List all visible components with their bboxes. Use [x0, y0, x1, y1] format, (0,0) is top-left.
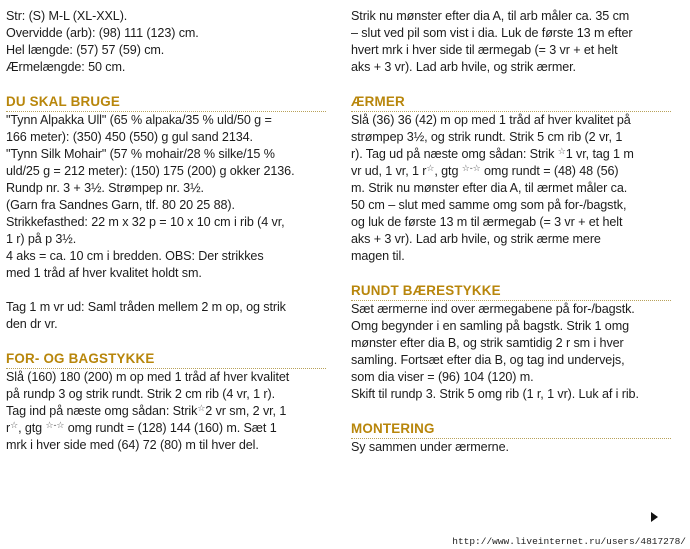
- text-line: vr ud, 1 vr, 1 r☆, gtg ☆-☆ omg rundt = (48) 48 (56): [351, 163, 619, 178]
- section-heading-rundt-baerestykke: RUNDT BÆRESTYKKE: [351, 283, 501, 298]
- text-line: Strik nu mønster efter dia A, til arb måler ca. 35 cm: [351, 9, 630, 23]
- section-heading-aermer: ÆRMER: [351, 94, 405, 109]
- text-line: på rundp 3 og strik rundt. Strik 2 cm rib (4 vr, 1 r).: [6, 387, 275, 401]
- star-dash-symbol-icon: ☆-☆: [45, 420, 65, 430]
- text-line: Slå (36) 36 (42) m op med 1 tråd af hver kvalitet på: [351, 113, 631, 127]
- star-symbol-icon: ☆: [557, 146, 566, 156]
- text-line: Tag ind på næste omg sådan: Strik☆2 vr sm, 2 vr, 1: [6, 403, 287, 418]
- text-line: Strikkefasthed: 22 m x 32 p = 10 x 10 cm i rib (4 vr,: [6, 215, 285, 229]
- chest-width-line: Overvidde (arb): (98) 111 (123) cm.: [6, 26, 199, 40]
- text-line: med 1 tråd af hver kvalitet holdt sm.: [6, 266, 202, 280]
- text-line: r☆, gtg ☆-☆ omg rundt = (128) 144 (160) m. Sæt 1: [6, 420, 277, 435]
- left-column: [6, 8, 336, 454]
- text-line: og luk de første 13 m til ærmegab (= 3 vr + et helt: [351, 215, 623, 229]
- text-line: r). Tag ud på næste omg sådan: Strik ☆1 vr, tag 1 m: [351, 146, 634, 161]
- size-line: Str: (S) M-L (XL-XXL).: [6, 9, 128, 23]
- text-line: Omg begynder i en samling på bagstk. Strik 1 omg: [351, 319, 630, 333]
- source-url: http://www.liveinternet.ru/users/4817278/: [452, 536, 686, 547]
- text-line: 1 r) på p 3½.: [6, 232, 77, 246]
- text-line: Skift til rundp 3. Strik 5 omg rib (1 r, 1 vr). Luk af i rib.: [351, 387, 639, 401]
- text-line: som dia viser = (96) 104 (120) m.: [351, 370, 534, 384]
- section-heading-montering: MONTERING: [351, 421, 435, 436]
- text-line: Sy sammen under ærmerne.: [351, 440, 509, 454]
- length-line: Hel længde: (57) 57 (59) cm.: [6, 43, 165, 57]
- text-line: mønster efter dia B, og strik samtidig 2 r sm i hver: [351, 336, 624, 350]
- next-page-arrow-icon[interactable]: [651, 512, 658, 522]
- text-line: Rundp nr. 3 + 3½. Strømpep nr. 3½.: [6, 181, 204, 195]
- text-line: hvert mrk i hver side til ærmegab (= 3 vr + et helt: [351, 43, 618, 57]
- text-line: mrk i hver side med (64) 72 (80) m til hver del.: [6, 438, 259, 452]
- text-line: magen til.: [351, 249, 405, 263]
- star-symbol-icon: ☆: [426, 163, 435, 173]
- text-line: Slå (160) 180 (200) m op med 1 tråd af hver kvalitet: [6, 370, 290, 384]
- text-line: Sæt ærmerne ind over ærmegabene på for-/bagstk.: [351, 302, 635, 316]
- text-line: aks + 3 vr). Lad arb hvile, og strik ærme mere: [351, 232, 601, 246]
- text-line: 50 cm – slut med samme omg som på for-/bagstk,: [351, 198, 627, 212]
- text-line: m. Strik nu mønster efter dia A, til ærmet måler ca.: [351, 181, 628, 195]
- text-line: Tag 1 m vr ud: Saml tråden mellem 2 m op, og strik: [6, 300, 286, 314]
- text-line: 166 meter): (350) 450 (550) g gul sand 2134.: [6, 130, 253, 144]
- text-line: – slut ved pil som vist i dia. Luk de første 13 m efter: [351, 26, 633, 40]
- text-line: (Garn fra Sandnes Garn, tlf. 80 20 25 88).: [6, 198, 235, 212]
- star-dash-symbol-icon: ☆-☆: [461, 163, 481, 173]
- text-line: strømpep 3½, og strik rundt. Strik 5 cm rib (2 vr, 1: [351, 130, 623, 144]
- text-line: "Tynn Silk Mohair" (57 % mohair/28 % silke/15 %: [6, 147, 275, 161]
- text-line: den dr vr.: [6, 317, 58, 331]
- star-symbol-icon: ☆: [10, 420, 19, 430]
- sleeve-length-line: Ærmelængde: 50 cm.: [6, 60, 126, 74]
- text-line: "Tynn Alpakka Ull" (65 % alpaka/35 % uld/50 g =: [6, 113, 272, 127]
- star-symbol-icon: ☆: [197, 403, 206, 413]
- text-line: uld/25 g = 212 meter): (150) 175 (200) g okker 2136.: [6, 164, 295, 178]
- section-heading-du-skal-bruge: DU SKAL BRUGE: [6, 94, 120, 109]
- text-line: 4 aks = ca. 10 cm i bredden. OBS: Der strikkes: [6, 249, 264, 263]
- text-line: aks + 3 vr). Lad arb hvile, og strik ærmer.: [351, 60, 576, 74]
- right-column: [351, 8, 681, 456]
- section-heading-for-og-bagstykke: FOR- OG BAGSTYKKE: [6, 351, 155, 366]
- text-line: samling. Fortsæt efter dia B, og tag ind undervejs,: [351, 353, 625, 367]
